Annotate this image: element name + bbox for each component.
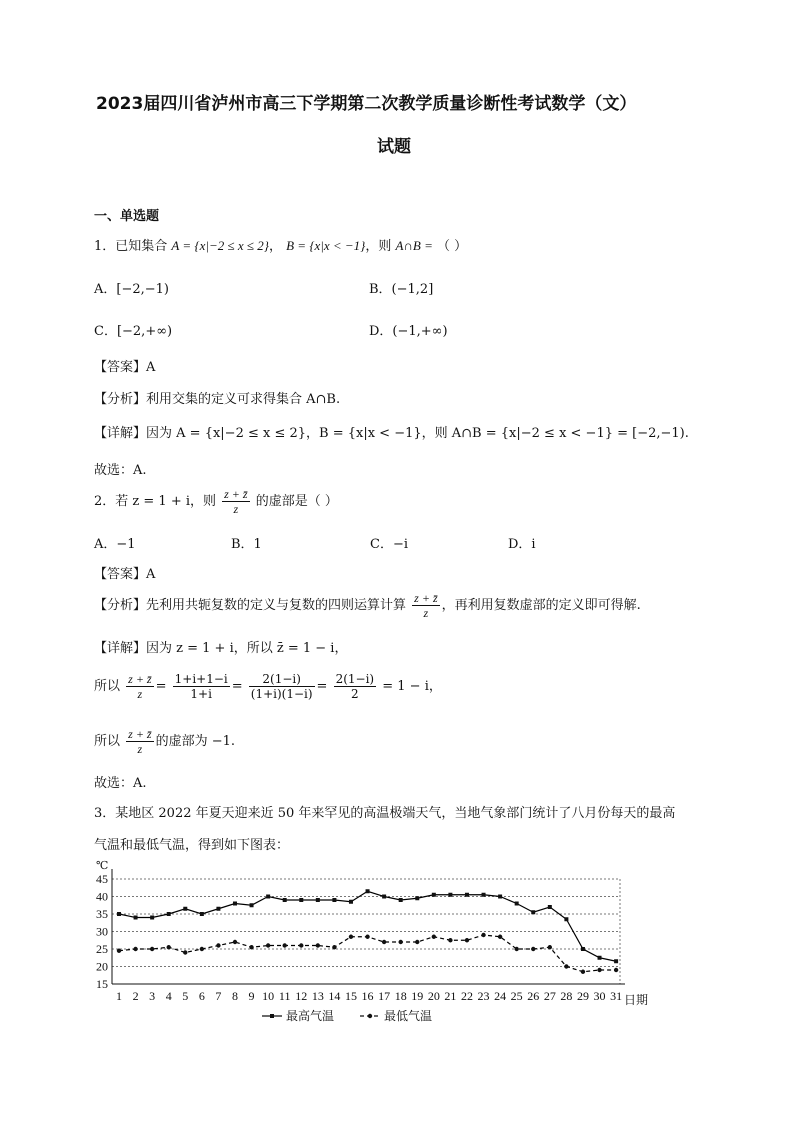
q1-stem-a: 1．已知集合	[94, 239, 168, 254]
q2-stem-b: 的虚部是（ ）	[255, 494, 338, 509]
series-1-point	[448, 893, 452, 897]
series-2-point	[216, 943, 220, 947]
series-2-point	[349, 935, 353, 939]
answer-value: A	[146, 360, 156, 375]
q1-expr: A∩B =	[395, 238, 433, 253]
series-2-point	[167, 945, 171, 949]
series-1-point	[167, 912, 171, 916]
x-tick-label: 24	[494, 989, 507, 1003]
frac-den: z	[137, 687, 143, 701]
series-1-point	[498, 895, 502, 899]
q1-stem-b: ，则	[365, 239, 392, 254]
series-1-point	[316, 898, 320, 902]
x-tick-label: 7	[215, 989, 222, 1003]
series-1-point	[299, 898, 303, 902]
series-2-point	[581, 970, 585, 974]
x-tick-label: 9	[248, 989, 255, 1003]
series-2-point	[200, 947, 204, 951]
frac-num: 1+i+1−i	[174, 672, 228, 686]
series-1-point	[183, 907, 187, 911]
q2-answer	[94, 563, 155, 582]
series-1-point	[581, 947, 585, 951]
series-1-point	[250, 903, 254, 907]
series-1-point	[531, 910, 535, 914]
x-tick-label: 13	[311, 989, 324, 1003]
x-tick-label: 28	[560, 989, 573, 1003]
frac-den: 2	[351, 687, 359, 701]
imag-suffix: 的虚部为 −1.	[155, 734, 236, 749]
x-tick-label: 26	[527, 989, 540, 1003]
series-1-point	[216, 907, 220, 911]
detail-text: 因为 z = 1 + i，所以 z̄ = 1 − i，	[146, 641, 348, 656]
y-tick-label: 20	[96, 959, 108, 974]
series-2-point	[465, 938, 469, 942]
answer-tag: 【答案】	[94, 360, 147, 375]
x-tick-label: 12	[295, 989, 308, 1003]
series-1-point	[366, 889, 370, 893]
q2-option-d: D．i	[508, 537, 536, 552]
frac-num: z + z̄	[414, 591, 438, 605]
q1-answer	[94, 356, 155, 375]
analysis-fraction	[412, 591, 439, 620]
analysis-text-a: 先利用共轭复数的定义与复数的四则运算计算	[146, 598, 407, 613]
detail-text: 因为 A = {x|−2 ≤ x ≤ 2}，B = {x|x < −1}，则 A∩B = {x|−2 ≤ x < −1} = [−2,−1).	[146, 426, 689, 441]
q1-setA: A = {x|−2 ≤ x ≤ 2}	[171, 238, 269, 253]
detail-tag: 【详解】	[94, 426, 147, 441]
series-1-point	[415, 896, 419, 900]
q1-paren: （ ）	[436, 239, 468, 254]
legend-marker-1	[270, 1014, 274, 1018]
answer-tag: 【答案】	[94, 567, 147, 582]
y-tick-label: 35	[96, 907, 108, 921]
series-2-point	[498, 935, 502, 939]
analysis-text: 利用交集的定义可求得集合 A∩B.	[146, 392, 341, 407]
analysis-tag: 【分析】	[94, 598, 147, 613]
series-1-point	[382, 895, 386, 899]
x-tick-label: 27	[543, 989, 556, 1003]
analysis-text-b: ，再利用复数虚部的定义即可得解.	[441, 598, 641, 613]
y-tick-label: 40	[96, 889, 108, 904]
series-2-point	[183, 950, 187, 954]
series-2-point	[398, 940, 402, 944]
legend-label-1: 最高气温	[286, 1009, 335, 1023]
frac-den: z	[423, 606, 429, 620]
series-1-point	[150, 916, 154, 920]
q2-detail	[94, 637, 347, 656]
q2-stem-a: 2．若 z = 1 + i，则	[94, 494, 216, 509]
x-tick-label: 29	[576, 989, 589, 1003]
q2-option-a: A．−1	[94, 537, 136, 552]
series-2-point	[365, 935, 369, 939]
imag-prefix: 所以	[94, 734, 121, 749]
calc-frac-0	[126, 672, 153, 701]
q1-option-d: D．(−1,+∞)	[369, 324, 448, 339]
q2-fraction	[222, 487, 249, 516]
frac-num: 2(1−i)	[335, 672, 375, 686]
calc-frac-3	[334, 672, 377, 701]
frac-den: (1+i)(1−i)	[250, 687, 313, 701]
q1-option-a: A．[−2,−1)	[94, 282, 169, 297]
q2-frac-den: z	[233, 502, 239, 516]
x-tick-label: 18	[394, 989, 407, 1003]
series-1-point	[432, 893, 436, 897]
x-tick-label: 23	[477, 989, 490, 1003]
series-1-point	[482, 893, 486, 897]
x-tick-label: 14	[328, 989, 341, 1003]
series-2-point	[332, 945, 336, 949]
series-1-point	[332, 898, 336, 902]
series-1-point	[515, 902, 519, 906]
x-tick-label: 2	[132, 989, 139, 1003]
series-2-point	[448, 938, 452, 942]
section-heading: 一、单选题	[94, 209, 160, 224]
legend-label-2: 最低气温	[384, 1009, 433, 1023]
series-2-point	[432, 935, 436, 939]
x-tick-label: 10	[262, 989, 275, 1003]
q2-stem	[94, 487, 338, 516]
y-tick-label: 15	[96, 977, 108, 991]
series-2-point	[564, 964, 568, 968]
series-1-point	[465, 893, 469, 897]
x-tick-label: 11	[278, 989, 291, 1003]
series-2-point	[316, 943, 320, 947]
x-tick-label: 22	[460, 989, 473, 1003]
x-tick-label: 30	[593, 989, 606, 1003]
x-tick-label: 4	[165, 989, 172, 1003]
x-axis-label: 日期	[624, 993, 649, 1007]
y-tick-label: 30	[96, 924, 108, 939]
q2-option-c: C．−i	[370, 537, 408, 552]
q1-detail	[94, 422, 689, 441]
series-1-point	[117, 912, 121, 916]
q2-imag	[94, 727, 235, 756]
q3-stem-line2: 气温和最低气温，得到如下图表：	[94, 838, 290, 853]
q2-option-b: B．1	[231, 537, 262, 552]
frac-den: z	[137, 742, 143, 756]
analysis-tag: 【分析】	[94, 392, 147, 407]
series-1-point	[283, 898, 287, 902]
series-1-point	[399, 898, 403, 902]
series-2-point	[514, 947, 518, 951]
series-2-point	[299, 943, 303, 947]
series-1-point	[266, 895, 270, 899]
series-1-point	[614, 959, 618, 963]
q1-choose: 故选：A.	[94, 463, 147, 478]
x-tick-label: 25	[510, 989, 523, 1003]
series-2-point	[614, 968, 618, 972]
q1-option-c: C．[−2,+∞)	[94, 324, 173, 339]
temperature-line-chart	[0, 850, 794, 1050]
q2-calc: 所以 $\frac{z + z̄}{z}$ = $\frac{1+i+1-i}{1+i}$ = $\frac{2(1-i)}{(1+i)(1-i)}$ = $\frac{2(1-i)}{2}$ = 1 − i，	[94, 672, 442, 701]
series-2-point	[415, 940, 419, 944]
series-2-point	[531, 947, 535, 951]
x-tick-label: 20	[427, 989, 440, 1003]
series-1-point	[233, 902, 237, 906]
calc-frac-2	[249, 672, 315, 701]
x-tick-label: 31	[610, 989, 623, 1003]
series-2-point	[548, 945, 552, 949]
calc-end: = 1 − i，	[382, 679, 442, 694]
frac-den: 1+i	[190, 687, 212, 701]
x-tick-label: 15	[344, 989, 357, 1003]
frac-num: 2(1−i)	[249, 672, 315, 687]
calc-prefix: 所以	[94, 679, 121, 694]
q1-setB: B = {x|x < −1}	[286, 238, 366, 253]
series-2-point	[481, 933, 485, 937]
x-tick-label: 5	[182, 989, 189, 1003]
x-tick-label: 16	[361, 989, 374, 1003]
x-tick-label: 21	[444, 989, 457, 1003]
doc-title-line1: 2023届四川省泸州市高三下学期第二次教学质量诊断性考试数学（文）	[96, 94, 637, 114]
series-1-point	[548, 905, 552, 909]
legend-marker-2	[368, 1014, 372, 1018]
q3-stem-line1: 3．某地区 2022 年夏天迎来近 50 年来罕见的高温极端天气，当地气象部门统计了八月份每天的最高	[94, 806, 676, 821]
series-2-point	[283, 943, 287, 947]
doc-title-line2: 试题	[377, 137, 411, 157]
q1-option-b: B．(−1,2]	[369, 282, 434, 297]
series-2-point	[249, 945, 253, 949]
series-line-1	[119, 891, 616, 961]
x-tick-label: 6	[198, 989, 205, 1003]
series-1-point	[598, 956, 602, 960]
series-2-point	[597, 968, 601, 972]
q2-choose: 故选：A.	[94, 776, 147, 791]
x-tick-label: 8	[231, 989, 238, 1003]
series-1-point	[200, 912, 204, 916]
series-1-point	[349, 900, 353, 904]
q1-analysis	[94, 388, 340, 407]
series-2-point	[266, 943, 270, 947]
q2-analysis	[94, 591, 641, 620]
q2-frac-num: z + z̄	[224, 487, 248, 501]
series-2-point	[150, 947, 154, 951]
series-1-point	[564, 917, 568, 921]
y-axis-label: ℃	[96, 860, 109, 872]
y-tick-label: 45	[96, 872, 108, 886]
imag-fraction	[126, 727, 153, 756]
x-tick-label: 17	[378, 989, 391, 1003]
x-tick-label: 1	[116, 989, 122, 1003]
x-tick-label: 3	[149, 989, 156, 1003]
calc-frac-1	[173, 672, 230, 701]
detail-tag: 【详解】	[94, 641, 147, 656]
frac-num: z + z̄	[128, 727, 152, 741]
series-1-point	[134, 916, 138, 920]
series-2-point	[133, 947, 137, 951]
q1-stem: 1．已知集合 A = {x|−2 ≤ x ≤ 2}， B = {x|x < −1}，则 A∩B = （ ）	[94, 238, 468, 254]
x-tick-label: 19	[411, 989, 424, 1003]
series-2-point	[382, 940, 386, 944]
y-tick-label: 25	[96, 942, 108, 956]
frac-num: z + z̄	[128, 672, 152, 686]
series-2-point	[117, 949, 121, 953]
answer-value: A	[146, 567, 156, 582]
series-2-point	[233, 940, 237, 944]
